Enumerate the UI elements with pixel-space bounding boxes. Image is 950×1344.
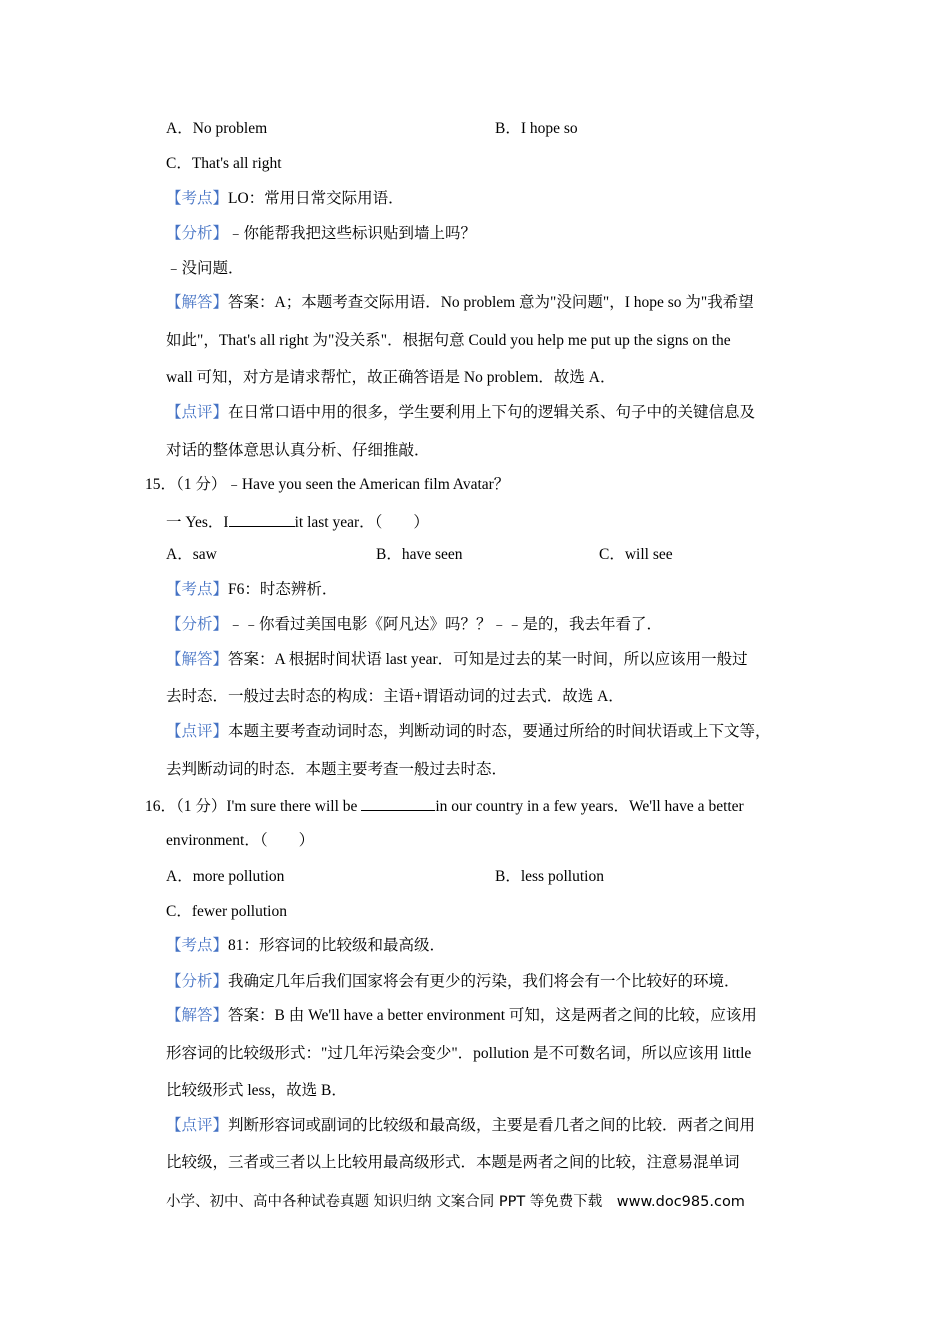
q16-option-b: B．less pollution	[495, 868, 604, 885]
q15-fenxi-text: ﹣﹣你看过美国电影《阿凡达》吗？？﹣﹣是的，我去年看了．	[228, 616, 663, 633]
q14-jieda-text: 答案：A；本题考查交际用语．No problem 意为"没问题"，I hope so 为"我希望	[228, 294, 754, 311]
fenxi-label: 【分析】	[166, 973, 229, 990]
q16-jieda	[166, 1006, 757, 1026]
q16-fenxi	[166, 972, 740, 992]
q15-jieda	[166, 650, 748, 670]
q14-option-a: A．No problem	[166, 120, 268, 137]
q16-stem	[145, 794, 744, 817]
jieda-label: 【解答】	[166, 294, 229, 311]
q14-fenxi-line2: ﹣没问题．	[166, 260, 244, 277]
q15-dianping-line2: 去判断动词的时态．本题主要考查一般过去时态．	[166, 761, 508, 778]
q16-stem-line2: environment．（ ）	[166, 832, 315, 849]
q14-fenxi	[166, 224, 476, 244]
q15-kaodian-text: F6：时态辨析．	[228, 581, 338, 598]
q15-stem: 15．（1 分）﹣Have you seen the American film Avatar？	[145, 476, 510, 493]
dianping-label: 【点评】	[166, 723, 229, 740]
q14-kaodian-text: LO：常用日常交际用语．	[228, 190, 404, 207]
q15-line2-pre: 一 Yes．I	[166, 514, 229, 531]
q16-answer-blank	[361, 794, 435, 811]
fenxi-label: 【分析】	[166, 616, 229, 633]
q14-dianping-text: 在日常口语中用的很多，学生要利用上下句的逻辑关系、句子中的关键信息及	[228, 404, 756, 421]
q14-fenxi-text: ﹣你能帮我把这些标识贴到墙上吗？	[228, 225, 477, 242]
q16-jieda-line3: 比较级形式 less，故选 B．	[166, 1082, 347, 1099]
q14-option-c: C．That's all right	[166, 155, 282, 172]
q16-dianping-line2: 比较级，三者或三者以上比较用最高级形式．本题是两者之间的比较，注意易混单词	[166, 1154, 740, 1171]
q15-jieda-line2: 去时态．一般过去时态的构成：主语+谓语动词的过去式．故选 A．	[166, 688, 624, 705]
q15-line2-post: it last year．（ ）	[294, 514, 429, 531]
q15-line2	[166, 510, 429, 533]
q14-option-b: B．I hope so	[495, 120, 578, 137]
q16-option-a: A．more pollution	[166, 868, 285, 885]
q15-dianping-text: 本题主要考查动词时态，判断动词的时态，要通过所给的时间状语或上下文等，	[228, 723, 771, 740]
q16-jieda-text: 答案：B 由 We'll have a better environment 可知，这是两者之间的比较，应该用	[228, 1007, 757, 1024]
q16-stem-pre: 16．（1 分）I'm sure there will be	[145, 798, 358, 815]
q16-dianping-text: 判断形容词或副词的比较级和最高级，主要是看几者之间的比较．两者之间用	[228, 1117, 756, 1134]
q15-option-c: C．will see	[599, 546, 673, 563]
q14-jieda	[166, 293, 754, 313]
q15-jieda-text: 答案：A 根据时间状语 last year．可知是过去的某一时间，所以应该用一般过	[228, 651, 748, 668]
q15-dianping	[166, 722, 771, 742]
kaodian-label: 【考点】	[166, 190, 229, 207]
q16-dianping	[166, 1116, 755, 1136]
q15-fenxi	[166, 615, 662, 635]
q16-kaodian-text: 81：形容词的比较级和最高级．	[228, 937, 446, 954]
q14-kaodian	[166, 189, 404, 209]
dianping-label: 【点评】	[166, 1117, 229, 1134]
kaodian-label: 【考点】	[166, 937, 229, 954]
q16-fenxi-text: 我确定几年后我们国家将会有更少的污染，我们将会有一个比较好的环境．	[228, 973, 740, 990]
q16-stem-post: in our country in a few years．We'll have a better	[435, 798, 744, 815]
q15-answer-blank	[229, 510, 295, 527]
q15-option-b: B．have seen	[376, 546, 463, 563]
q15-kaodian	[166, 580, 337, 600]
page-footer: 小学、初中、高中各种试卷真题 知识归纳 文案合同 PPT 等免费下载 www.doc985.com	[166, 1194, 745, 1210]
q14-dianping	[166, 403, 755, 423]
fenxi-label: 【分析】	[166, 225, 229, 242]
q14-dianping-line2: 对话的整体意思认真分析、仔细推敲．	[166, 442, 430, 459]
q14-jieda-line2: 如此"，That's all right 为"没关系"．根据句意 Could you help me put up the signs on the	[166, 332, 731, 349]
q14-jieda-line3: wall 可知，对方是请求帮忙，故正确答语是 No problem．故选 A．	[166, 369, 616, 386]
kaodian-label: 【考点】	[166, 581, 229, 598]
q16-kaodian	[166, 936, 445, 956]
q16-option-c: C．fewer pollution	[166, 903, 287, 920]
jieda-label: 【解答】	[166, 1007, 229, 1024]
q15-option-a: A．saw	[166, 546, 217, 563]
jieda-label: 【解答】	[166, 651, 229, 668]
dianping-label: 【点评】	[166, 404, 229, 421]
q16-jieda-line2: 形容词的比较级形式："过几年污染会变少"．pollution 是不可数名词，所以应该用 little	[166, 1045, 752, 1062]
